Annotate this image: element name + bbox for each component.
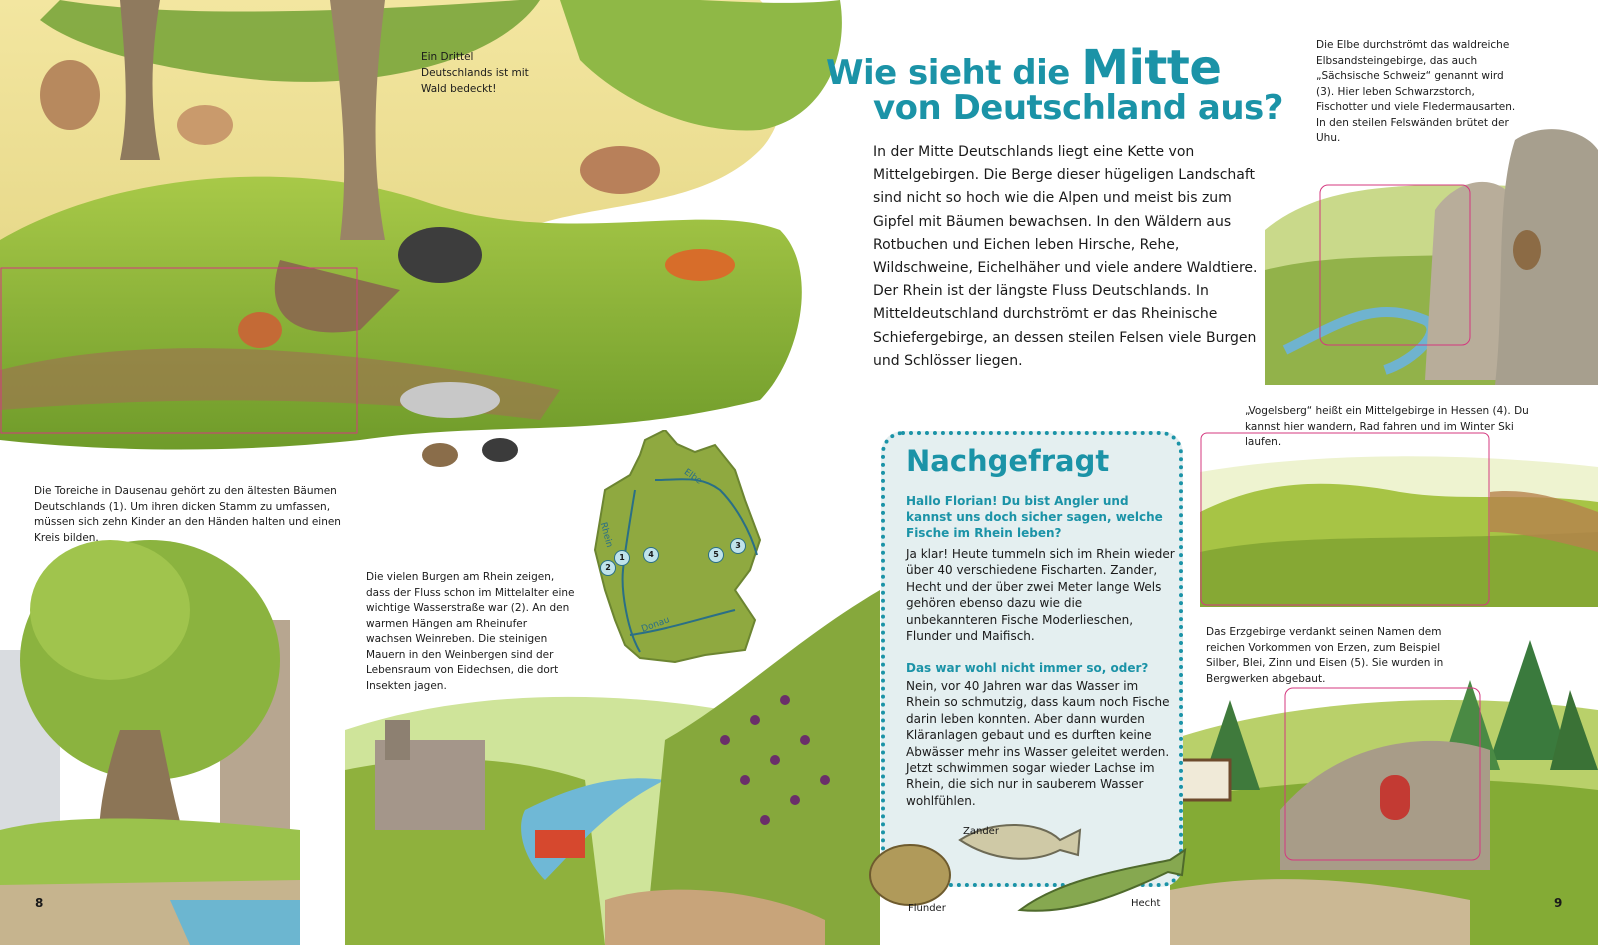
caption-forest: Ein Drittel Deutschlands ist mit Wald bedeckt! [421, 51, 529, 95]
vogelsberg-illustration [1200, 432, 1598, 607]
toreiche-illustration [0, 530, 300, 945]
title-highlight: Mitte [1081, 40, 1222, 96]
toreiche-graphic [0, 530, 300, 945]
caption-vogelsberg: „Vogelsberg“ heißt ein Mittelgebirge in Hessen (4). Du kannst hier wandern, Rad fahren und im Winter Ski laufen. [1245, 405, 1529, 448]
germany-map [585, 430, 785, 670]
page-number-left: 8 [35, 896, 44, 910]
map-label-donau: Donau [640, 615, 672, 635]
map-marker-1: 1 [614, 550, 630, 566]
map-marker-2: 2 [600, 560, 616, 576]
fish-label-zander: Zander [963, 826, 999, 837]
fish-label-hecht: Hecht [1131, 898, 1161, 909]
caption-toreiche: Die Toreiche in Dausenau gehört zu den ältesten Bäumen Deutschlands (1). Um ihren dicken Stamm zu umfassen, müssen sich zehn Kinder an den Händen halten und einen Kreis bilden. [34, 485, 341, 544]
elbsandstein-illustration [1265, 120, 1598, 385]
fish-label-flunder: Flunder [908, 903, 946, 914]
fish-graphic [850, 820, 1190, 935]
vogelsberg-graphic [1200, 432, 1598, 607]
fish-illustration [850, 820, 1190, 935]
nachgefragt-question-2: Das war wohl nicht immer so, oder? [906, 661, 1149, 675]
nachgefragt-answer-1: Ja klar! Heute tummeln sich im Rhein wieder über 40 verschiedene Fischarten. Zander, Hecht und der über zwei Meter lange Wels gehören ebenso dazu wie die unbekannteren Fische Moderlieschen, Flunder und Maifisch. [906, 547, 1175, 644]
map-label-elbe: Elbe [681, 467, 704, 487]
nachgefragt-title: Nachgefragt [906, 444, 1110, 478]
page-number-right: 9 [1554, 896, 1563, 910]
intro-paragraph: In der Mitte Deutschlands liegt eine Kette von Mittelgebirgen. Die Berge dieser hügeligen Landschaft sind nicht so hoch wie die Alpen und meist bis zum Gipfel mit Bäumen bewachsen. In den Wäldern aus Rotbuchen und Eichen leben Hirsche, Rehe, Wildschweine, Eichelhäher und viele andere Waldtiere. Der Rhein ist der längste Fluss Deutschlands. In Mitteldeutschland durchströmt er das Rheinische Schiefergebirge, an dessen steilen Felsen viele Burgen und Schlösser liegen. [873, 144, 1258, 369]
map-marker-4: 4 [643, 547, 659, 563]
elbsandstein-graphic [1265, 120, 1598, 385]
page-title-line2: von Deutschland aus? [873, 88, 1283, 128]
intro-text [873, 141, 1273, 373]
nachgefragt-question-1: Hallo Florian! Du bist Angler und kannst uns doch sicher sagen, welche Fische im Rhein leben? [906, 494, 1163, 540]
map-marker-3: 3 [730, 538, 746, 554]
map-marker-5: 5 [708, 547, 724, 563]
germany-map-graphic [585, 430, 785, 670]
caption-burgen: Die vielen Burgen am Rhein zeigen, dass der Fluss schon im Mittelalter eine wichtige Wasserstraße war (2). An den warmen Hängen am Rheinufer wachsen Weinreben. Die steinigen Mauern in den Weinbergen sind der Lebensraum von Eidechsen, die dort Insekten jagen. [366, 571, 575, 692]
caption-erzgebirge: Das Erzgebirge verdankt seinen Namen dem reichen Vorkommen von Erzen, zum Beispiel Silber, Blei, Zinn und Eisen (5). Sie wurden in Bergwerken abgebaut. [1206, 626, 1444, 685]
nachgefragt-answer-2: Nein, vor 40 Jahren war das Wasser im Rhein so schmutzig, dass kaum noch Fische darin leben konnten. Aber dann wurden Kläranlagen gebaut und es durften keine Abwässer mehr ins Wasser geleitet werden. Jetzt schwimmen sogar wieder Lachse im Rhein, die sich nur in sauberem Wasser wohlfühlen. [906, 679, 1170, 808]
caption-elbe: Die Elbe durchströmt das waldreiche Elbsandsteingebirge, das auch „Sächsische Schweiz“ genannt wird (3). Hier leben Schwarzstorch, Fischotter und viele Fledermausarten. In den steilen Felswänden brütet der Uhu. [1316, 39, 1516, 144]
map-label-rhein: Rhein [597, 521, 615, 549]
title-prefix: Wie sieht die [826, 53, 1082, 93]
